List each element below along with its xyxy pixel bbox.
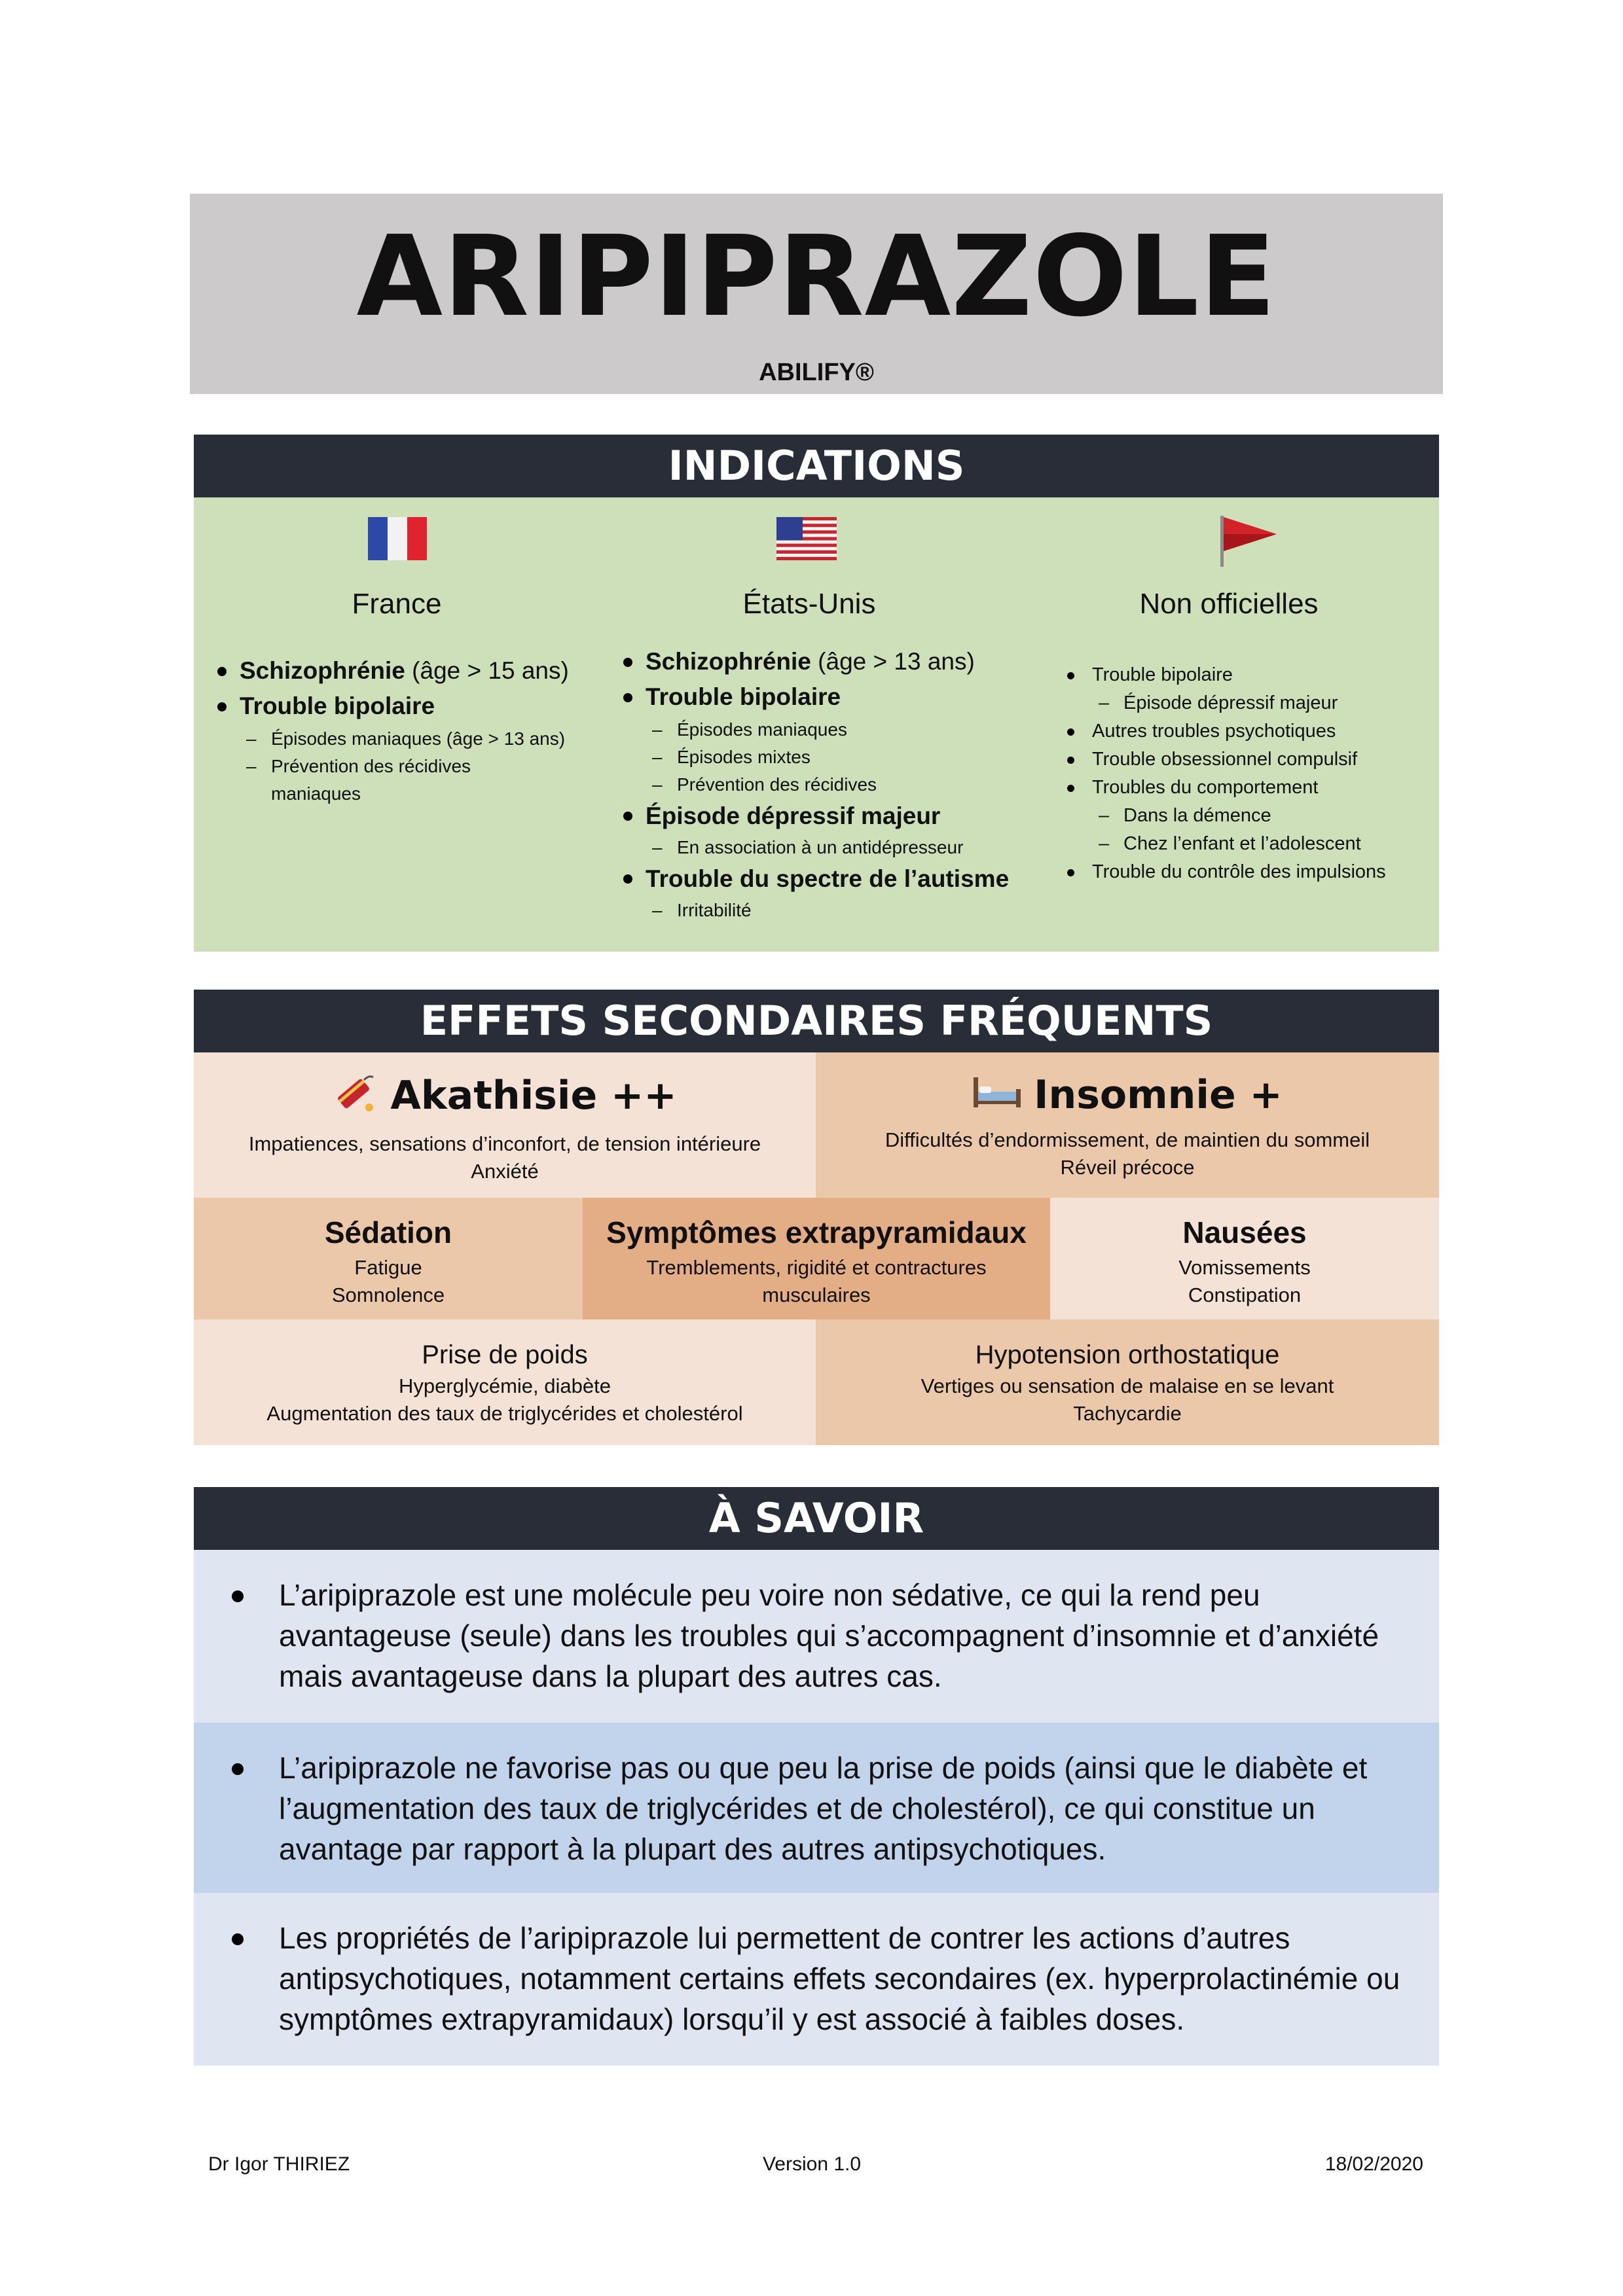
effect-title: Akathisie ++	[390, 1073, 677, 1119]
unofficial-indication-list	[1092, 661, 1432, 886]
indications-body	[194, 497, 1439, 952]
effect-sedation	[194, 1198, 583, 1319]
list-item: Troubles du comportement	[1092, 774, 1432, 802]
effect-insomnie	[816, 1052, 1439, 1198]
savoir-header: À SAVOIR	[194, 1487, 1439, 1550]
effect-title: Hypotension orthostatique	[975, 1340, 1280, 1369]
list-item: – Irritabilité	[652, 900, 752, 920]
indications-column-usa	[600, 497, 1019, 952]
effect-title: Nausées	[1182, 1215, 1307, 1249]
effect-akathisie	[194, 1052, 816, 1198]
effect-detail: Vertiges ou sensation de malaise en se levant	[921, 1374, 1334, 1397]
usa-flag-icon	[776, 517, 837, 564]
list-item: – Chez l’enfant et l’adolescent	[1099, 833, 1361, 854]
effect-extrapyramidal	[583, 1198, 1050, 1319]
savoir-item: Les propriétés de l’aripiprazole lui permettent de contrer les actions d’autres antipsychotiques, notamment certains effets secondaires (ex. hyperprolactinémie ou symptômes extrapyramidaux) lorsqu’il y est associé à faibles doses.	[194, 1893, 1439, 2066]
effect-detail: Somnolence	[331, 1283, 445, 1306]
list-item: – En association à un antidépresseur	[652, 837, 964, 857]
effect-detail: musculaires	[762, 1283, 871, 1306]
france-flag-icon	[368, 517, 427, 564]
effect-prise-de-poids	[194, 1319, 816, 1445]
list-item: – Prévention des récidives maniaques	[246, 756, 471, 804]
bullet-icon	[232, 1590, 244, 1602]
list-item: – Épisodes maniaques (âge > 13 ans)	[246, 728, 566, 749]
effect-detail: Hyperglycémie, diabète	[399, 1374, 611, 1397]
list-item: Trouble du spectre de l’autisme	[646, 861, 1012, 897]
effect-detail: Constipation	[1188, 1283, 1302, 1306]
list-item: – Prévention des récidives	[652, 774, 877, 795]
effect-detail: Tremblements, rigidité et contractures	[646, 1256, 987, 1279]
footer-date: 18/02/2020	[1324, 2153, 1423, 2175]
bullet-icon	[232, 1933, 244, 1945]
red-flag-icon	[1216, 514, 1279, 570]
brand-name: ABILIFY®	[759, 359, 874, 386]
list-item: – Épisodes maniaques	[652, 719, 847, 740]
drug-title: ARIPIPRAZOLE	[356, 212, 1277, 342]
effects-header: EFFETS SECONDAIRES FRÉQUENTS	[194, 990, 1439, 1052]
column-title-usa: États-Unis	[742, 588, 876, 620]
effect-hypotension	[816, 1319, 1439, 1445]
effect-detail: Difficultés d’endormissement, de maintien du sommeil	[884, 1128, 1370, 1152]
effect-detail: Vomissements	[1178, 1256, 1311, 1279]
indications-header: INDICATIONS	[194, 435, 1439, 497]
effect-title: Symptômes extrapyramidaux	[606, 1215, 1027, 1249]
effect-detail: Fatigue	[354, 1256, 422, 1279]
bed-icon	[972, 1074, 1022, 1120]
savoir-item: L’aripiprazole est une molécule peu voire non sédative, ce qui la rend peu avantageuse (seule) dans les troubles qui s’accompagnent d’insomnie et d’anxiété mais avantageuse dans la plupart des autres cas.	[194, 1550, 1439, 1723]
effect-title: Sédation	[324, 1215, 452, 1249]
savoir-item: L’aripiprazole ne favorise pas ou que peu la prise de poids (ainsi que le diabète et l’augmentation des taux de triglycérides et de cholestérol), ce qui constitue un avantage par rapport à la plupart des autres antipsychotiques.	[194, 1723, 1439, 1893]
indications-column-france	[194, 497, 600, 952]
effect-title: Prise de poids	[422, 1340, 588, 1369]
footer-author: Dr Igor THIRIEZ	[208, 2153, 350, 2175]
france-indication-list	[240, 657, 593, 808]
effect-detail: Tachycardie	[1073, 1402, 1182, 1425]
column-title-france: France	[352, 588, 442, 620]
list-item: Trouble bipolaire	[646, 683, 1012, 716]
indications-column-unofficial	[1019, 497, 1439, 952]
effect-nausees	[1050, 1198, 1439, 1319]
list-item: Trouble bipolaire	[240, 692, 593, 725]
effect-detail: Réveil précoce	[1060, 1156, 1195, 1179]
list-item: – Dans la démence	[1099, 805, 1271, 826]
list-item: Trouble obsessionnel compulsif	[1092, 745, 1432, 774]
list-item: Trouble du contrôle des impulsions	[1092, 858, 1432, 886]
effect-detail: Impatiences, sensations d’inconfort, de tension intérieure	[248, 1132, 761, 1155]
column-title-unofficial: Non officielles	[1139, 588, 1319, 620]
footer-version: Version 1.0	[762, 2153, 862, 2175]
effect-detail: Augmentation des taux de triglycérides et cholestérol	[266, 1402, 743, 1425]
firecracker-icon	[333, 1072, 378, 1124]
list-item: Schizophrénie (âge > 15 ans)	[240, 657, 593, 692]
usa-indication-list	[646, 648, 1012, 924]
effect-title: Insomnie +	[1034, 1072, 1283, 1118]
bullet-icon	[232, 1763, 244, 1775]
effect-detail: Anxiété	[471, 1160, 539, 1183]
list-item: Trouble bipolaire	[1092, 661, 1432, 689]
list-item: – Épisode dépressif majeur	[1099, 692, 1338, 713]
title-block	[190, 194, 1443, 394]
list-item: Schizophrénie (âge > 13 ans)	[646, 648, 1012, 683]
list-item: Épisode dépressif majeur	[646, 798, 1012, 834]
list-item: – Épisodes mixtes	[652, 747, 811, 767]
list-item: Autres troubles psychotiques	[1092, 717, 1432, 745]
